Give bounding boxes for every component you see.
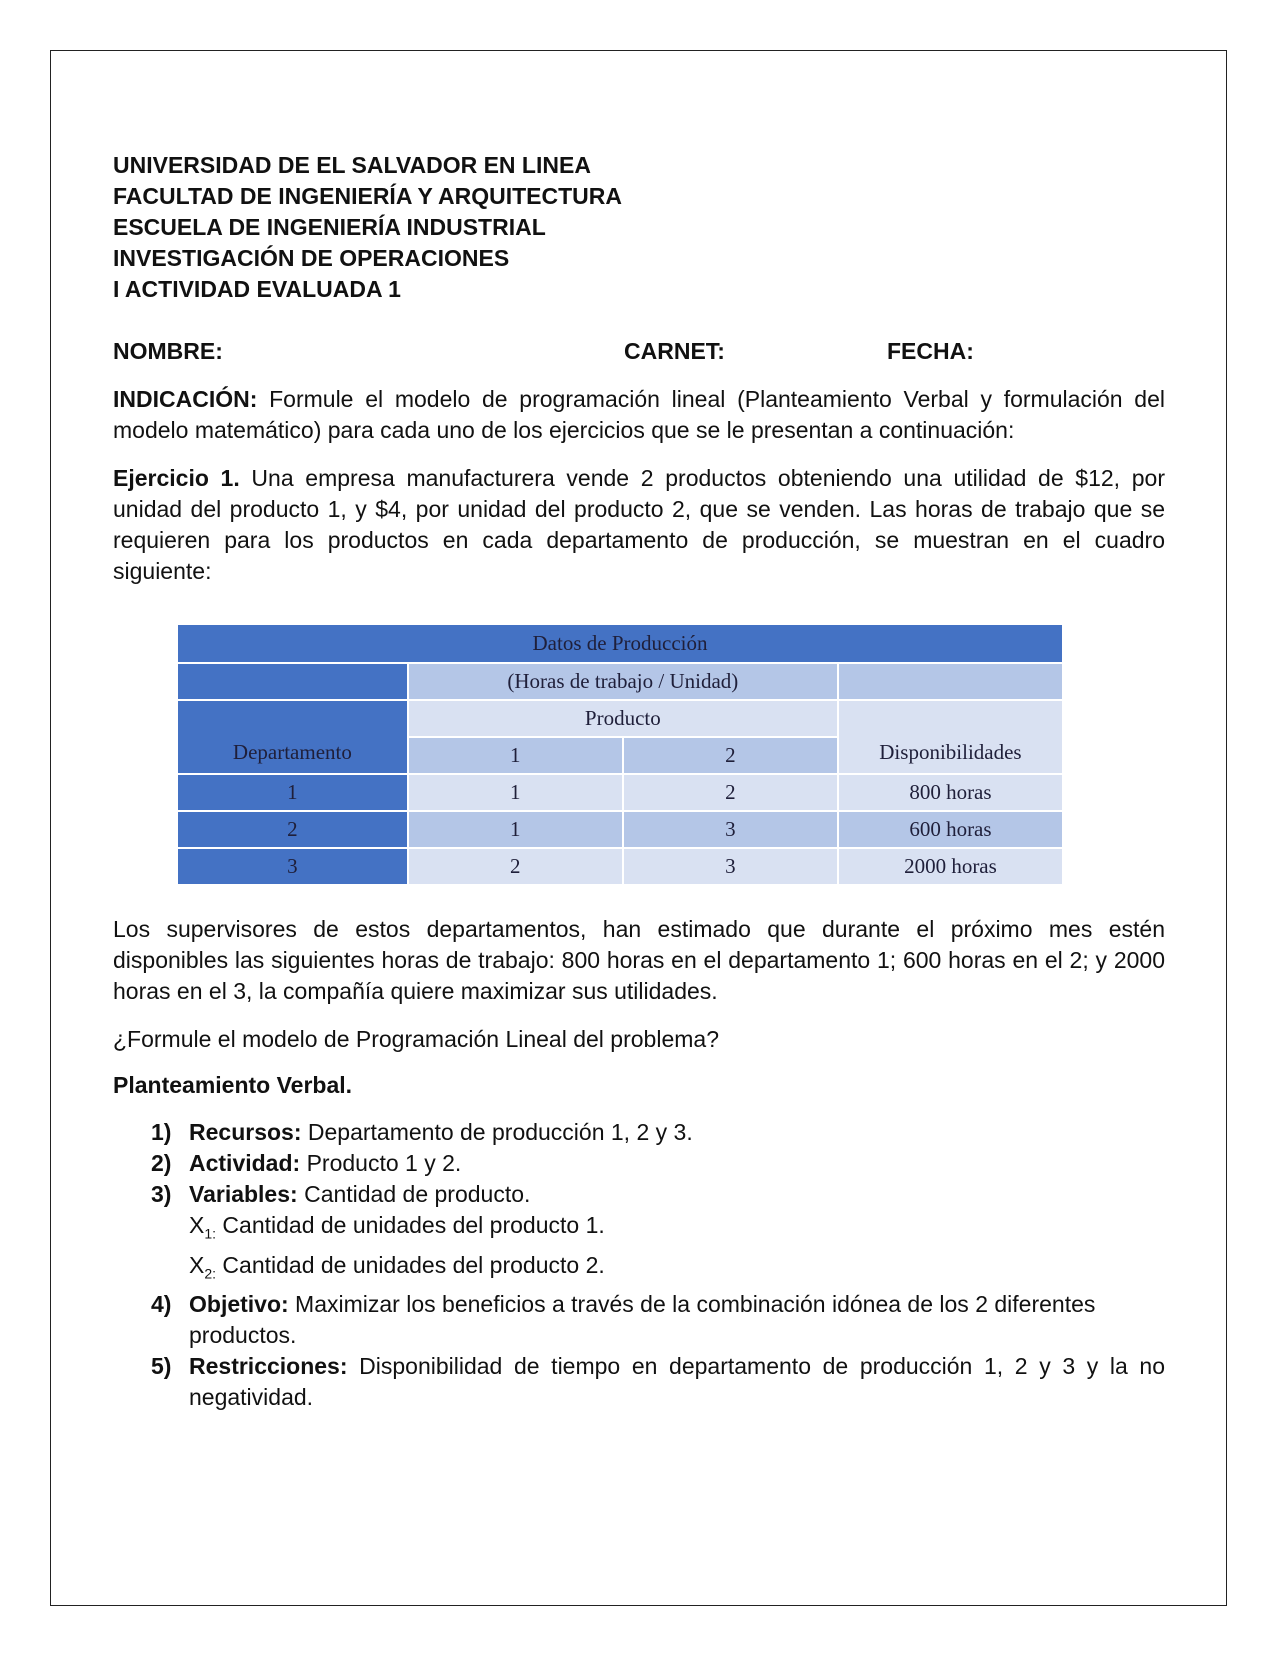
table-row	[177, 848, 1063, 885]
list-item	[113, 1351, 1165, 1413]
p1-cell: 1	[408, 811, 623, 848]
table-empty-cell	[838, 663, 1063, 700]
production-data-table	[176, 623, 1064, 886]
dept-cell: 2	[177, 811, 408, 848]
item-number: 3)	[151, 1181, 172, 1207]
table-empty-cell	[177, 663, 408, 700]
producto-2-header: 2	[623, 737, 838, 774]
item-text: Disponibilidad de tiempo en departamento de producción 1, 2 y 3 y la no negatividad.	[189, 1353, 1165, 1411]
disponibilidades-header: Disponibilidades	[838, 700, 1063, 774]
list-item	[113, 1148, 1165, 1179]
supervisores-paragraph: Los supervisores de estos departamentos, han estimado que durante el próximo mes estén disponibles las siguientes horas de trabajo: 800 horas en el departamento 1; 600 horas en el 2; y 2000 horas en el 3, la compañía quiere maximizar sus utilidades.	[113, 916, 1165, 1004]
university-title: UNIVERSIDAD DE EL SALVADOR EN LINEA	[113, 152, 591, 178]
indicacion-text: Formule el modelo de programación lineal (Planteamiento Verbal y formulación del modelo matemático) para cada uno de los ejercicios que se le presentan a continuación:	[113, 386, 1165, 443]
x1-subscript: 1:	[204, 1225, 217, 1242]
ejercicio-text: Una empresa manufacturera vende 2 productos obteniendo una utilidad de $12, por unidad del producto 1, y $4, por unidad del producto 2, que se venden. Las horas de trabajo que se requieren para los productos en cada departamento de producción, se muestran en el cuadro siguiente:	[113, 465, 1165, 584]
x2-subscript: 2:	[204, 1265, 217, 1282]
disp-cell: 2000 horas	[838, 848, 1063, 885]
producto-1-header: 1	[408, 737, 623, 774]
ejercicio-label: Ejercicio 1.	[113, 465, 240, 491]
student-fields	[113, 336, 1165, 367]
planteamiento-list	[113, 1117, 1165, 1413]
item-number: 5)	[151, 1353, 172, 1380]
departamento-header: Departamento	[177, 700, 408, 774]
list-item	[113, 1289, 1165, 1320]
planteamiento-title: Planteamiento Verbal.	[113, 1072, 353, 1098]
x1-description: Cantidad de unidades del producto 1.	[216, 1212, 605, 1238]
item-label: Objetivo:	[189, 1291, 289, 1318]
producto-header: Producto	[408, 700, 838, 737]
pregunta-paragraph: ¿Formule el modelo de Programación Lineal del problema?	[113, 1026, 719, 1052]
faculty-title: FACULTAD DE INGENIERÍA Y ARQUITECTURA	[113, 183, 622, 209]
item-text: Cantidad de producto.	[297, 1181, 531, 1207]
x2-symbol: X	[189, 1251, 205, 1278]
item-label: Recursos:	[189, 1119, 302, 1145]
list-item	[113, 1179, 1165, 1210]
item-text: Maximizar los beneficios a través de la combinación idónea de los 2 diferentes	[288, 1291, 1096, 1318]
disp-cell: 600 horas	[838, 811, 1063, 848]
school-title: ESCUELA DE INGENIERÍA INDUSTRIAL	[113, 214, 546, 240]
item-number: 4)	[151, 1291, 172, 1318]
p1-cell: 1	[408, 774, 623, 811]
x1-symbol: X	[189, 1212, 205, 1238]
dept-cell: 3	[177, 848, 408, 885]
item-text: Departamento de producción 1, 2 y 3.	[301, 1119, 693, 1145]
item-text: Producto 1 y 2.	[300, 1150, 462, 1176]
carnet-label: CARNET:	[624, 338, 725, 364]
x2-description: Cantidad de unidades del producto 2.	[216, 1251, 605, 1278]
nombre-label: NOMBRE:	[113, 338, 223, 364]
p2-cell: 3	[623, 848, 838, 885]
table-subtitle: (Horas de trabajo / Unidad)	[408, 663, 838, 700]
item-number: 1)	[151, 1119, 172, 1145]
item-label: Actividad:	[189, 1150, 301, 1176]
objetivo-continuation: productos.	[189, 1322, 297, 1349]
p2-cell: 3	[623, 811, 838, 848]
p2-cell: 2	[623, 774, 838, 811]
variable-x1	[113, 1210, 1165, 1250]
variable-x2	[113, 1250, 1165, 1290]
item-label: Restricciones:	[189, 1353, 348, 1380]
list-item	[113, 1117, 1165, 1148]
course-title: INVESTIGACIÓN DE OPERACIONES	[113, 245, 510, 271]
item-number: 2)	[151, 1150, 172, 1176]
table-row	[177, 811, 1063, 848]
table-title: Datos de Producción	[177, 624, 1063, 663]
ejercicio-paragraph	[113, 463, 1165, 587]
disp-cell: 800 horas	[838, 774, 1063, 811]
fecha-label: FECHA:	[887, 338, 974, 364]
dept-cell: 1	[177, 774, 408, 811]
indicacion-label: INDICACIÓN:	[113, 386, 258, 412]
indicacion-paragraph	[113, 384, 1165, 446]
activity-title: I ACTIVIDAD EVALUADA 1	[113, 276, 401, 302]
p1-cell: 2	[408, 848, 623, 885]
item-label: Variables:	[189, 1181, 298, 1207]
table-row	[177, 774, 1063, 811]
